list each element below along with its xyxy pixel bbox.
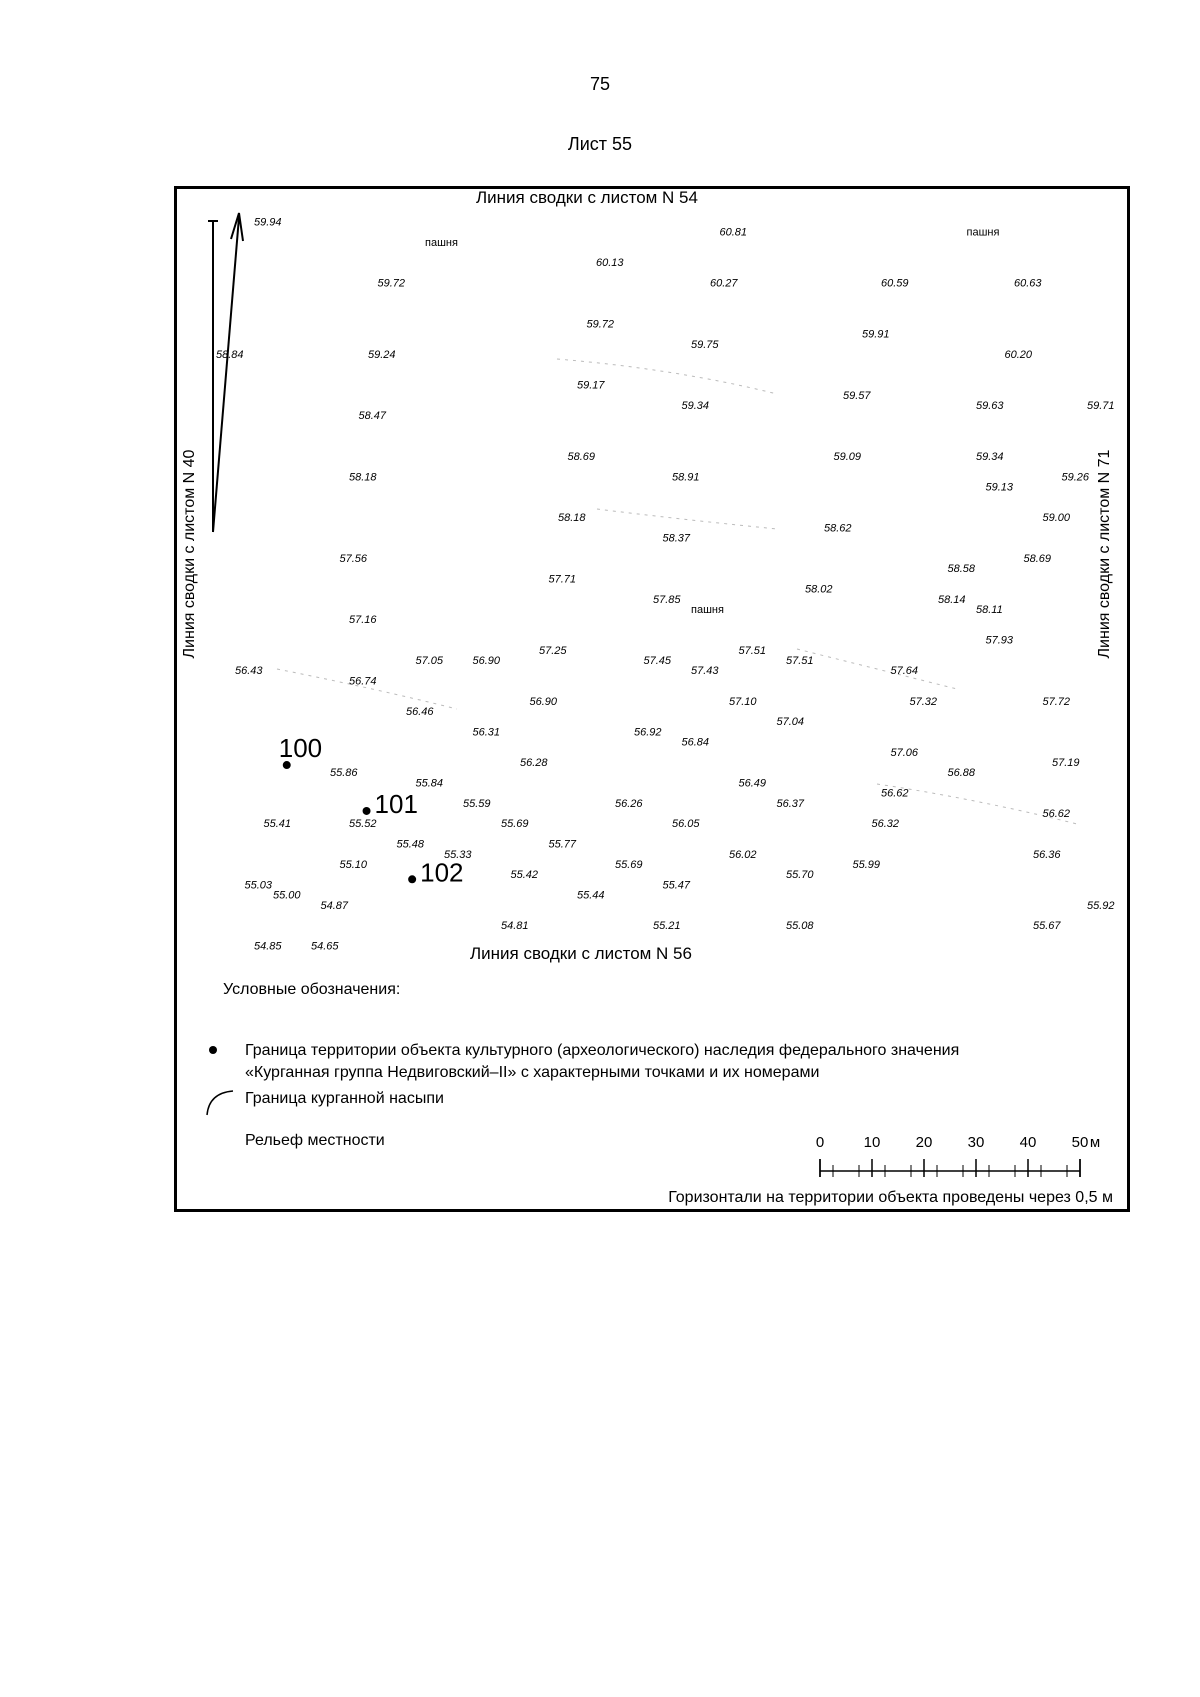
elevation-mark: 58.69 [1023,553,1052,565]
elevation-mark: 58.58 [947,563,976,576]
elevation-mark: 55.69 [615,859,643,871]
sheet-title: Лист 55 [567,134,633,154]
elevation-mark: 57.16 [349,614,377,627]
mound-arc-icon [203,1087,239,1117]
elevation-mark: 57.64 [890,665,919,678]
elevation-mark: 59.34 [976,451,1004,463]
elevation-mark: 57.05 [415,655,444,667]
elevation-mark: 60.63 [1014,277,1042,290]
elevation-mark: 59.26 [1061,471,1090,484]
boundary-point-label: 102 [420,857,464,888]
elevation-mark: 55.00 [273,889,301,902]
elevation-mark: 56.37 [776,797,805,810]
legend-title: Условные обозначения: [223,981,401,998]
elevation-mark: 55.77 [548,838,577,851]
elevation-mark: 58.11 [976,604,1003,616]
scale-unit: м [1089,1134,1101,1151]
elevation-mark: 59.71 [1087,400,1115,412]
legend-mound-boundary: Граница курганной насыпи [245,1090,444,1107]
elevation-mark: 55.70 [786,869,814,882]
elevation-mark: 55.33 [444,848,472,861]
border-label-left: Линия сводки с листом N 40 [181,449,198,659]
elevation-mark: 59.72 [377,277,406,290]
border-label-top: Линия сводки с листом N 54 [476,189,698,207]
elevation-mark: 55.92 [1087,899,1115,912]
north-arrow-icon [208,213,243,532]
boundary-point-marker [363,807,371,815]
scale-tick-label: 40 [1019,1134,1037,1151]
elevation-mark: 58.02 [805,583,833,596]
elevation-mark: 55.84 [415,777,444,790]
legend-boundary-text-2: «Курганная группа Недвиговский–II» с характерными точками и их номерами [245,1064,820,1081]
elevation-mark: 55.21 [653,920,681,933]
elevation-mark: 55.48 [396,838,425,851]
elevation-mark: 57.32 [909,695,938,708]
scale-tick-label: 50 [1071,1134,1089,1151]
elevation-mark: 54.81 [501,920,529,933]
elevation-mark: 57.04 [776,716,805,729]
elevation-mark: 59.00 [1042,512,1071,525]
elevation-mark: 55.86 [330,767,358,780]
elevation-mark: 58.47 [358,410,387,423]
elevation-mark: 58.37 [662,532,691,545]
elevation-mark: 57.51 [786,655,814,667]
elevation-mark: 59.09 [833,451,862,463]
elevation-mark: 60.27 [710,277,738,290]
elevation-mark: 57.71 [548,573,577,586]
elevation-mark: 54.85 [254,940,282,953]
elevation-mark: 59.94 [254,216,282,229]
elevation-mark: 57.10 [729,695,757,708]
field-label: пашня [425,236,458,249]
elevation-mark: 56.36 [1033,848,1061,861]
field-label: пашня [966,226,1000,239]
elevation-mark: 54.65 [311,940,339,953]
elevation-mark: 56.26 [615,797,643,810]
elevation-mark: 58.14 [938,593,966,606]
elevation-mark: 59.57 [843,389,871,402]
elevation-marks [216,216,1115,952]
elevation-mark: 57.56 [339,553,368,565]
elevation-mark: 60.13 [596,257,624,270]
elevation-mark: 55.67 [1033,920,1061,933]
elevation-mark: 54.87 [320,899,349,912]
elevation-mark: 56.49 [738,777,767,790]
elevation-mark: 55.69 [501,818,529,831]
elevation-mark: 58.18 [349,471,377,484]
elevation-mark: 59.63 [976,400,1004,412]
border-label-bottom: Линия сводки с листом N 56 [470,944,692,963]
elevation-mark: 55.99 [852,859,881,871]
contour-interval-note: Горизонтали на территории объекта проведены через 0,5 м [668,1189,1113,1206]
elevation-mark: 57.06 [890,746,919,759]
legend-relief: Рельеф местности [245,1132,385,1149]
elevation-mark: 59.17 [577,379,605,392]
scale-bar [815,1129,1105,1181]
elevation-mark: 56.92 [634,726,662,739]
elevation-mark: 56.84 [681,736,710,749]
elevation-mark: 56.05 [672,818,700,831]
elevation-mark: 58.91 [672,471,700,484]
scale-tick-label: 0 [815,1134,825,1151]
elevation-mark: 57.19 [1052,757,1080,769]
boundary-point-label: 100 [278,733,323,764]
elevation-mark: 55.10 [339,859,368,871]
elevation-mark: 56.46 [406,706,434,718]
boundary-point-marker [408,875,416,883]
field-label: пашня [691,604,724,616]
elevation-mark: 57.72 [1042,695,1071,708]
elevation-mark: 60.81 [719,226,748,239]
elevation-mark: 56.90 [529,695,558,708]
elevation-mark: 55.42 [510,869,539,882]
elevation-mark: 56.31 [472,726,501,739]
elevation-mark: 60.59 [881,277,909,290]
scale-tick-label: 20 [915,1134,933,1151]
elevation-mark: 56.88 [947,767,976,780]
boundary-point-icon [209,1046,217,1054]
legend-boundary-text-1: Граница территории объекта культурного (археологического) наследия федерального значения [245,1042,960,1059]
elevation-mark: 60.20 [1004,349,1033,361]
elevation-mark: 55.59 [463,797,491,810]
scale-tick-label: 30 [967,1134,985,1151]
elevation-mark: 56.90 [472,655,501,667]
elevation-mark: 58.84 [216,349,244,361]
elevation-mark: 55.08 [786,920,814,933]
elevation-mark: 59.24 [368,349,396,361]
elevation-mark: 59.75 [691,338,719,351]
elevation-mark: 56.28 [520,757,548,769]
boundary-points [279,733,464,887]
map-frame [174,186,1130,1212]
elevation-mark: 56.62 [881,787,909,800]
elevation-mark: 55.44 [577,889,605,902]
elevation-mark: 57.25 [539,644,567,657]
elevation-mark: 56.32 [871,818,900,831]
scale-tick-label: 10 [863,1134,881,1151]
elevation-mark: 59.91 [862,328,890,341]
page-number: 75 [589,74,611,94]
border-label-right: Линия сводки с листом N 71 [1096,449,1113,659]
elevation-mark: 57.93 [985,634,1014,647]
elevation-mark: 55.52 [349,818,377,831]
elevation-mark: 57.51 [738,644,767,657]
elevation-mark: 58.62 [824,522,852,535]
elevation-mark: 56.43 [235,665,263,678]
elevation-mark: 56.74 [349,675,377,688]
elevation-mark: 59.34 [681,400,710,412]
elevation-mark: 55.41 [263,818,292,831]
elevation-mark: 56.02 [729,848,757,861]
elevation-mark: 57.45 [643,655,672,667]
contour-lines [277,359,1077,824]
elevation-mark: 55.03 [244,879,273,892]
elevation-mark: 57.43 [691,665,719,678]
elevation-mark: 57.85 [653,593,681,606]
boundary-point-label: 101 [374,788,418,819]
elevation-mark: 55.47 [662,879,691,892]
elevation-mark: 59.13 [985,481,1014,494]
elevation-mark: 58.18 [558,512,586,525]
elevation-mark: 58.69 [567,451,596,463]
elevation-mark: 59.72 [586,318,615,331]
elevation-mark: 56.62 [1042,808,1071,820]
